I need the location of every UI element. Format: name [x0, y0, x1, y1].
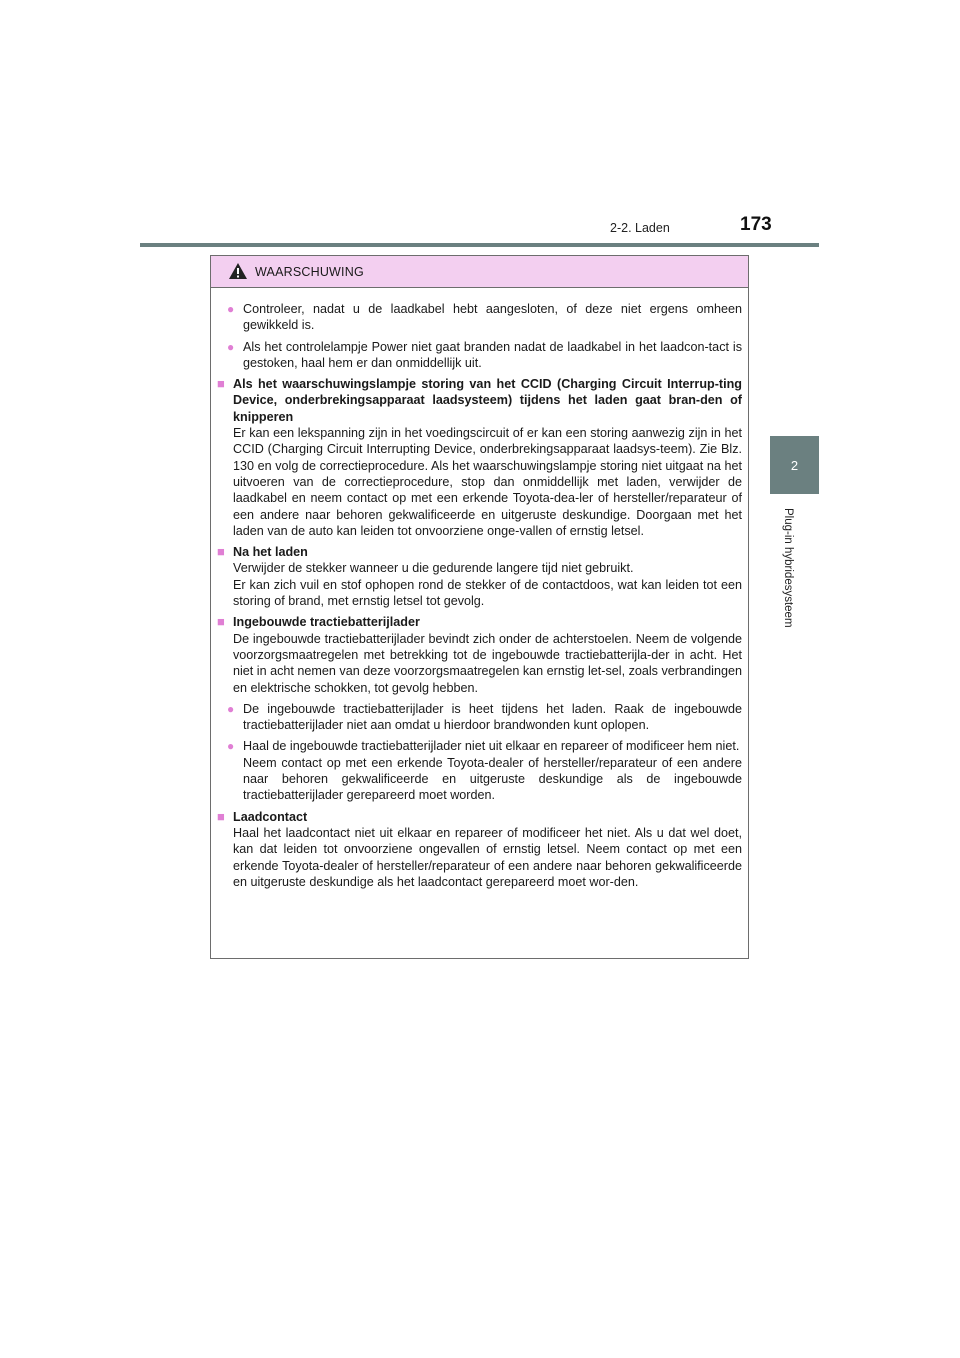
section-heading-tractiebatterijlader: ■ Ingebouwde tractiebatterijlader — [217, 614, 420, 630]
sub-bullet: ● Haal de ingebouwde tractiebatterijlader niet uit elkaar en repareer of modificeer hem niet. — [217, 738, 742, 754]
warning-content — [211, 288, 748, 890]
square-bullet-icon: ■ — [217, 614, 225, 630]
chapter-number: 2 — [790, 457, 799, 473]
section-paragraph: De ingebouwde tractiebatterijlader bevindt zich onder de achterstoelen. Neem de volgende voorzorgsmaatregelen met betrekking tot de ingebouwde tractiebatterijla-der in acht. Het niet in acht nemen van deze voorzorgsmaatregelen kan ernstig let-sel, zoals verbrandingen en elektrische schokken, tot gevolg hebben. — [233, 631, 742, 695]
header-divider — [140, 243, 819, 247]
warning-title: WAARSCHUWING — [255, 265, 364, 279]
warning-bullet: ● Als het controlelampje Power niet gaat branden nadat de laadkabel in het laadcon-tact is gestoken, haal hem er dan onmiddellijk uit. — [217, 339, 742, 372]
square-bullet-icon: ■ — [217, 376, 225, 392]
section-heading-ccid: ■ Als het waarschuwingslampje storing van het CCID (Charging Circuit Interrup-ting Device, onderbrekingsapparaat laadsysteem) tijdens het laden gaat bran-den of knipperen — [217, 376, 742, 424]
warning-bullet: ● Controleer, nadat u de laadkabel hebt aangesloten, of deze niet ergens omheen gewikkeld is. — [217, 301, 742, 334]
section-paragraph: Verwijder de stekker wanneer u die gedurende langere tijd niet gebruikt. — [233, 561, 634, 576]
warning-triangle-icon — [228, 262, 248, 285]
bullet-dot-icon: ● — [227, 739, 235, 754]
sub-bullet: ● De ingebouwde tractiebatterijlader is heet tijdens het laden. Raak de ingebouwde tractiebatterijlader niet aan omdat u hierdoor brandwonden kunt oplopen. — [217, 701, 742, 734]
square-bullet-icon: ■ — [217, 808, 225, 824]
warning-box — [210, 255, 749, 959]
chapter-label: Plug-in hybridesysteem — [782, 508, 794, 628]
bullet-dot-icon: ● — [227, 339, 235, 354]
section-title: 2-2. Laden — [610, 221, 670, 235]
chapter-tab — [770, 436, 819, 494]
section-paragraph: Haal het laadcontact niet uit elkaar en repareer of modificeer het niet. Als u dat wel doet, kan dat leiden tot onvoorziene ongevallen of ernstig letsel. Neem contact op met een erkende Toyota-dealer of hersteller/reparateur of een andere naar behoren gekwalificeerde en uitgeruste deskundige als het laadcontact gerepareerd moet wor-den. — [233, 825, 742, 889]
sub-bullet-continued: Neem contact op met een erkende Toyota-dealer of hersteller/reparateur of een andere naar behoren gekwalificeerde en uitgeruste deskundige als de ingebouwde tractiebatterijlader gerepareerd moet worden. — [243, 755, 742, 803]
square-bullet-icon: ■ — [217, 544, 225, 560]
warning-header — [211, 256, 748, 288]
section-heading-na-het-laden: ■ Na het laden — [217, 544, 308, 560]
section-paragraph: Er kan een lekspanning zijn in het voedingscircuit of er kan een storing aanwezig zijn in het CCID (Charging Circuit Interrupting Device, onderbrekingsapparaat laadsys-teem). Zie Blz. 130 en volg de correctieprocedure. Als het waarschuwingslampje storing niet uitgaat na het uitvoeren van de correctieprocedure, stop dan onmiddellijk met laden, verwijder de laadkabel en neem contact op met een erkende Toyota-dea-ler of hersteller/reparateur of een andere naar behoren gekwalificeerde en uitgeruste deskundige. Doorgaan met het laden van de auto kan leiden tot onvoorziene onge-vallen of ernstig letsel. — [233, 426, 742, 538]
bullet-dot-icon: ● — [227, 701, 235, 716]
bullet-dot-icon: ● — [227, 302, 235, 316]
section-heading-laadcontact: ■ Laadcontact — [217, 808, 308, 824]
sub-bullet-list — [217, 701, 742, 804]
section-paragraph: Er kan zich vuil en stof ophopen rond de stekker of de contactdoos, wat kan leiden tot een storing of brand, met ernstig letsel tot gevolg. — [233, 577, 742, 609]
page-number: 173 — [740, 214, 772, 235]
